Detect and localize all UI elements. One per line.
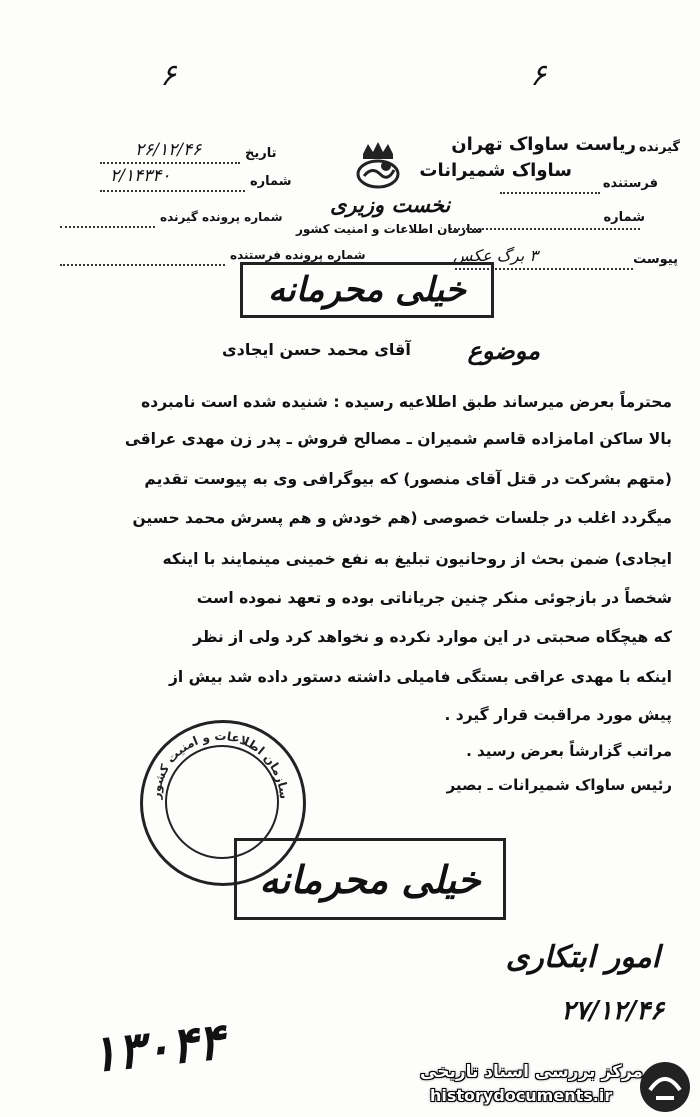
subject-label: موضوع	[467, 336, 540, 365]
date-label: تاریخ	[245, 146, 277, 161]
classification-stamp-bottom	[234, 838, 506, 920]
body-line-3: (متهم بشرکت در قتل آقای منصور) که بیوگرافی وی به پیوست تقدیم	[144, 470, 672, 488]
date-value: ۲۶/۱۲/۴۶	[135, 140, 202, 160]
handwritten-date: ۲۷/۱۲/۴۶	[561, 996, 664, 1026]
body-line-2: بالا ساکن امامزاده قاسم شمیران ـ مصالح فروش ـ پدر زن مهدی عراقی	[124, 430, 672, 448]
subject-value: آقای محمد حسن ایجادی	[222, 340, 411, 359]
page-number-right: ۶	[530, 58, 547, 93]
page-number-left: ۶	[160, 58, 177, 93]
enclosure-label: پیوست	[633, 252, 678, 267]
enclosure-value: ۳ برگ عکس	[452, 246, 538, 265]
recipient-value: ریاست ساواک تهران	[451, 134, 636, 155]
body-line-5: ایجادی) ضمن بحث از روحانیون تبلیغ به نفع خمینی مینمایند با اینکه	[162, 550, 672, 568]
body-line-8: اینکه با مهدی عراقی بستگی فامیلی داشته دستور داده شد بیش از	[168, 668, 672, 686]
number-label-left: شماره	[250, 174, 292, 189]
number-value-left: ۲/۱۴۳۴۰	[110, 166, 171, 186]
classification-stamp-top	[240, 262, 494, 318]
watermark-url: historydocuments.ir	[430, 1086, 613, 1105]
sender-label: فرستنده	[602, 176, 658, 191]
signature-line: رئیس ساواک شمیرانات ـ بصیر	[446, 776, 672, 794]
closing-line: مراتب گزارشاً بعرض رسید .	[466, 742, 672, 760]
recipient-file-label: شماره پرونده گیرنده	[160, 210, 283, 224]
watermark-title: مرکز بررسی اسناد تاریخی	[420, 1062, 643, 1082]
sender-file-label: شماره پرونده فرستنده	[230, 248, 366, 262]
body-line-9: پیش مورد مراقبت قرار گیرد .	[444, 706, 672, 724]
classification-stamp-top-text: خیلی محرمانه	[268, 270, 466, 310]
emblem-line2: سازمان اطلاعات و امنیت کشور	[296, 222, 483, 236]
classification-stamp-bottom-text: خیلی محرمانه	[259, 856, 481, 902]
handwritten-note: امور ابتکاری	[505, 940, 660, 975]
svg-text:سازمان اطلاعات و امنیت کشور: سازمان اطلاعات و امنیت کشور	[148, 728, 292, 800]
crown-lion-icon	[348, 140, 408, 192]
emblem-line1: نخست وزیری	[330, 192, 451, 217]
body-line-7: که هیچگاه صحبتی در این موارد نکرده و نخواهد کرد ولی از نظر	[193, 628, 672, 646]
body-line-6: شخصاً در بازجوئی منکر چنین جریاناتی بوده و تعهد نموده است	[196, 589, 672, 607]
sender-value: ساواک شمیرانات	[419, 160, 572, 181]
body-line-1: محترماً بعرض میرساند طبق اطلاعیه رسیده : شنیده شده است نامبرده	[141, 393, 672, 411]
recipient-label: گیرنده	[638, 140, 680, 155]
archive-logo-icon	[638, 1060, 692, 1114]
number-label-right: شماره	[603, 210, 645, 225]
archive-number: ۱۳۰۴۴	[87, 1011, 227, 1084]
body-line-4: میگردد اغلب در جلسات خصوصی (هم خودش و هم پسرش محمد حسین	[132, 509, 672, 527]
